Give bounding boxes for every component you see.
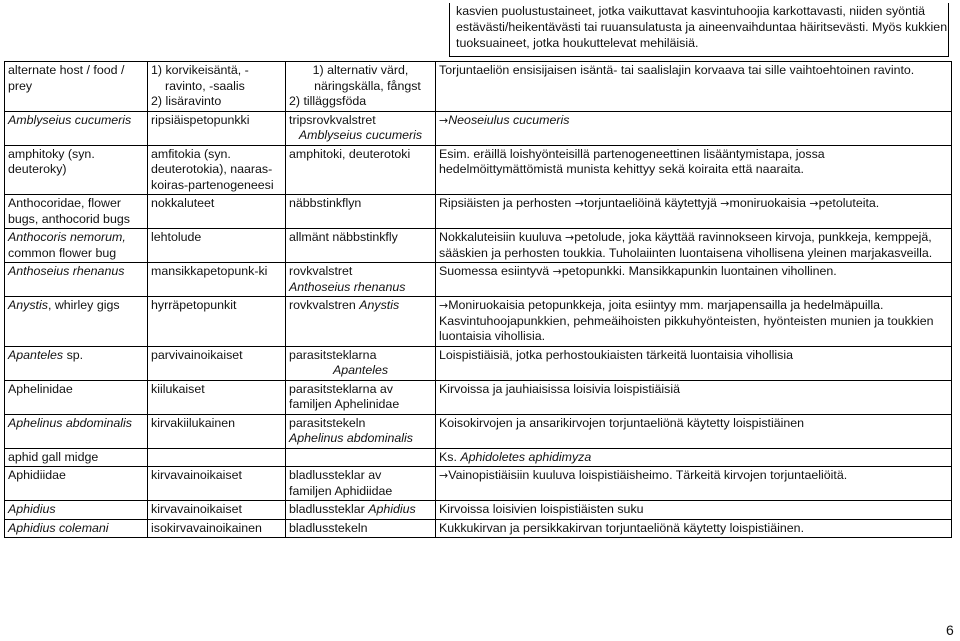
table-row bbox=[5, 448, 952, 467]
term-fi: amfitokia (syn. deuterotokia), naaras-koiras-partenogeneesi bbox=[148, 145, 286, 195]
term-sv-line: rovkvalstret bbox=[289, 264, 353, 278]
term-sv-line: familjen Aphelinidae bbox=[289, 397, 400, 411]
arrow-icon: → bbox=[809, 197, 819, 210]
term-en bbox=[5, 346, 148, 380]
term-sv: näbbstinkflyn bbox=[286, 195, 436, 229]
term-sv-line: parasitsteklarna av bbox=[289, 381, 393, 396]
arrow-icon: → bbox=[574, 197, 584, 210]
definition-text: moniruokaisia bbox=[729, 196, 810, 210]
arrow-icon: → bbox=[439, 469, 449, 482]
definition: Kukkukirvan ja persikkakirvan torjuntaeliönä käytetty loispistiäinen. bbox=[436, 519, 952, 538]
term-sv: allmänt näbbstinkfly bbox=[286, 229, 436, 263]
term-en-common: common flower bug bbox=[8, 245, 117, 260]
term-fi: isokirvavainoikainen bbox=[148, 519, 286, 538]
definition: Koisokirvojen ja ansarikirvojen torjuntaeliönä käytetty loispistiäinen bbox=[436, 414, 952, 448]
definition: Torjuntaeliön ensisijaisen isäntä- tai saalislajin korvaava tai sille vaihtoehtoinen ravinto. bbox=[436, 62, 952, 112]
term-fi: nokkaluteet bbox=[148, 195, 286, 229]
definition-text: petolude, joka käyttää ravinnokseen kirvoja, punkkeja, kemppejä, sääskien ja perhosten toukkia. Tuholaiinten luontaisena vihollisena yleinen marjakasveilla. bbox=[439, 230, 933, 260]
term-sv-line: Amblyseius cucumeris bbox=[298, 128, 423, 142]
table-row bbox=[5, 297, 952, 347]
arrow-icon: → bbox=[552, 265, 562, 278]
page-number: 6 bbox=[946, 622, 954, 638]
term-sv-line: Anthoseius rhenanus bbox=[289, 279, 406, 294]
table-row bbox=[5, 346, 952, 380]
term-fi: kiilukaiset bbox=[148, 380, 286, 414]
term-sv: bladlusstekeln bbox=[286, 519, 436, 538]
definition-text: petoluteita. bbox=[818, 196, 880, 210]
definition-text: Neoseiulus cucumeris bbox=[448, 112, 570, 127]
term-sv: amphitoki, deuterotoki bbox=[286, 145, 436, 195]
term-fi bbox=[148, 62, 286, 112]
definition-text: torjuntaeliöinä käytettyjä bbox=[583, 196, 721, 210]
term-en: aphid gall midge bbox=[5, 448, 148, 467]
term-sv-line: parasitstekeln bbox=[289, 415, 366, 430]
definition bbox=[436, 229, 952, 263]
term-fi: lehtolude bbox=[148, 229, 286, 263]
term-sv bbox=[286, 263, 436, 297]
definition: Kirvoissa ja jauhiaisissa loisivia loispistiäisiä bbox=[436, 380, 952, 414]
term-sv bbox=[286, 380, 436, 414]
term-en-latin: Anthocoris nemorum, bbox=[8, 230, 126, 244]
table-row bbox=[5, 145, 952, 195]
term-sv bbox=[286, 467, 436, 501]
term-sv-latin: Aphidius bbox=[368, 502, 416, 516]
definition-text: petopunkki. Mansikkapunkin luontainen vihollinen. bbox=[561, 264, 837, 278]
term-en: Anthocoridae, flower bugs, anthocorid bugs bbox=[5, 195, 148, 229]
definition bbox=[436, 297, 952, 347]
term-sv-line: 2) tilläggsföda bbox=[289, 94, 367, 108]
definition: Kirvoissa loisivien loispistiäisten suku bbox=[436, 501, 952, 520]
term-sv-line: familjen Aphidiidae bbox=[289, 483, 393, 498]
term-sv bbox=[286, 346, 436, 380]
definition: Esim. eräillä loishyönteisillä partenogeneettinen lisääntymistapa, jossa hedelmöittymättömistä munista kehittyy sekä koiraita että naaraita. bbox=[436, 145, 952, 195]
term-en-latin: Anystis bbox=[8, 298, 48, 312]
term-sv bbox=[286, 111, 436, 145]
term-sv-line: bladlussteklar av bbox=[289, 468, 382, 482]
term-sv bbox=[286, 414, 436, 448]
arrow-icon: → bbox=[439, 113, 449, 127]
definition-text: Moniruokaisia petopunkkeja, joita esiintyy mm. marjapensailla ja hedelmäpuilla. Kasvintuhoojapunkkien, pehmeäihoisten pikkuhyönteisten, hyönteisten munien ja toukkien luontaisia vihollisia. bbox=[439, 298, 934, 343]
term-en: amphitoky (syn. deuteroky) bbox=[5, 145, 148, 195]
definition-text: Ripsiäisten ja perhosten bbox=[439, 196, 575, 210]
table-row bbox=[5, 501, 952, 520]
term-fi: parvivainoikaiset bbox=[148, 346, 286, 380]
glossary-table bbox=[4, 61, 952, 538]
table-row bbox=[5, 229, 952, 263]
term-sv-line: parasitsteklarna bbox=[289, 347, 377, 362]
table-row bbox=[5, 111, 952, 145]
definition: Loispistiäisiä, jotka perhostoukiaisten tärkeitä luontaisia vihollisia bbox=[436, 346, 952, 380]
term-en-common: , whirley gigs bbox=[47, 298, 120, 312]
definition-text: Ks. bbox=[439, 449, 461, 464]
term-en-common: sp. bbox=[63, 347, 84, 362]
term-en bbox=[5, 297, 148, 347]
term-en-latin: Apanteles bbox=[8, 347, 64, 362]
term-fi: hyrräpetopunkit bbox=[148, 297, 286, 347]
previous-entry-continuation: kasvien puolustustaineet, jotka vaikuttavat kasvintuhoojia karkottavasti, niiden syöntiä estävästi/heikentävästi tai ruuansulatusta ja aineenvaihduntaa häiritsevästi. Myös kukkien tuoksuaineet, jotka houkuttelevat mehiläisiä. bbox=[449, 3, 949, 57]
term-sv bbox=[286, 297, 436, 347]
term-en: Anthoseius rhenanus bbox=[5, 263, 148, 297]
term-sv-line: Apanteles bbox=[332, 363, 389, 377]
arrow-icon: → bbox=[565, 231, 575, 244]
term-sv-text: bladlussteklar bbox=[289, 502, 369, 516]
arrow-icon: → bbox=[720, 197, 730, 210]
table-row bbox=[5, 263, 952, 297]
term-sv-latin: Anystis bbox=[359, 298, 400, 312]
term-sv-line: Aphelinus abdominalis bbox=[289, 431, 413, 445]
definition-text: Vainopistiäisiin kuuluva loispistiäisheimo. Tärkeitä kirvojen torjuntaeliöitä. bbox=[448, 468, 848, 482]
term-en: Aphelinus abdominalis bbox=[5, 414, 148, 448]
term-en: Aphidius colemani bbox=[5, 519, 148, 538]
term-fi-line: 1) korvikeisäntä, -ravinto, -saalis bbox=[151, 63, 249, 93]
arrow-icon: → bbox=[439, 299, 449, 312]
term-fi: mansikkapetopunk-ki bbox=[148, 263, 286, 297]
term-sv bbox=[286, 448, 436, 467]
definition-text: Nokkaluteisiin kuuluva bbox=[439, 230, 566, 244]
term-en: Aphelinidae bbox=[5, 380, 148, 414]
term-fi bbox=[148, 448, 286, 467]
term-fi: kirvavainoikaiset bbox=[148, 501, 286, 520]
term-sv bbox=[286, 501, 436, 520]
definition-latin: Aphidoletes aphidimyza bbox=[460, 449, 592, 464]
term-en: Aphidius bbox=[5, 501, 148, 520]
term-fi-line: 2) lisäravinto bbox=[151, 94, 222, 108]
term-en: Aphidiidae bbox=[5, 467, 148, 501]
term-sv-line: tripsrovkvalstret bbox=[289, 112, 376, 127]
definition bbox=[436, 448, 952, 467]
term-fi: kirvavainoikaiset bbox=[148, 467, 286, 501]
term-sv-text: rovkvalstren bbox=[289, 298, 360, 312]
term-en: Amblyseius cucumeris bbox=[5, 111, 148, 145]
table-row bbox=[5, 519, 952, 538]
term-en: alternate host / food / prey bbox=[5, 62, 148, 112]
table-row bbox=[5, 195, 952, 229]
term-fi: ripsiäispetopunkki bbox=[148, 111, 286, 145]
definition-text: Suomessa esiintyvä bbox=[439, 264, 553, 278]
definition bbox=[436, 467, 952, 501]
table-row bbox=[5, 414, 952, 448]
term-sv-line: 1) alternativ värd, näringskälla, fångst bbox=[312, 63, 421, 93]
table-row bbox=[5, 467, 952, 501]
definition bbox=[436, 263, 952, 297]
table-row bbox=[5, 380, 952, 414]
definition bbox=[436, 195, 952, 229]
term-sv bbox=[286, 62, 436, 112]
table-row bbox=[5, 62, 952, 112]
definition bbox=[436, 111, 952, 145]
term-en bbox=[5, 229, 148, 263]
term-fi: kirvakiilukainen bbox=[148, 414, 286, 448]
